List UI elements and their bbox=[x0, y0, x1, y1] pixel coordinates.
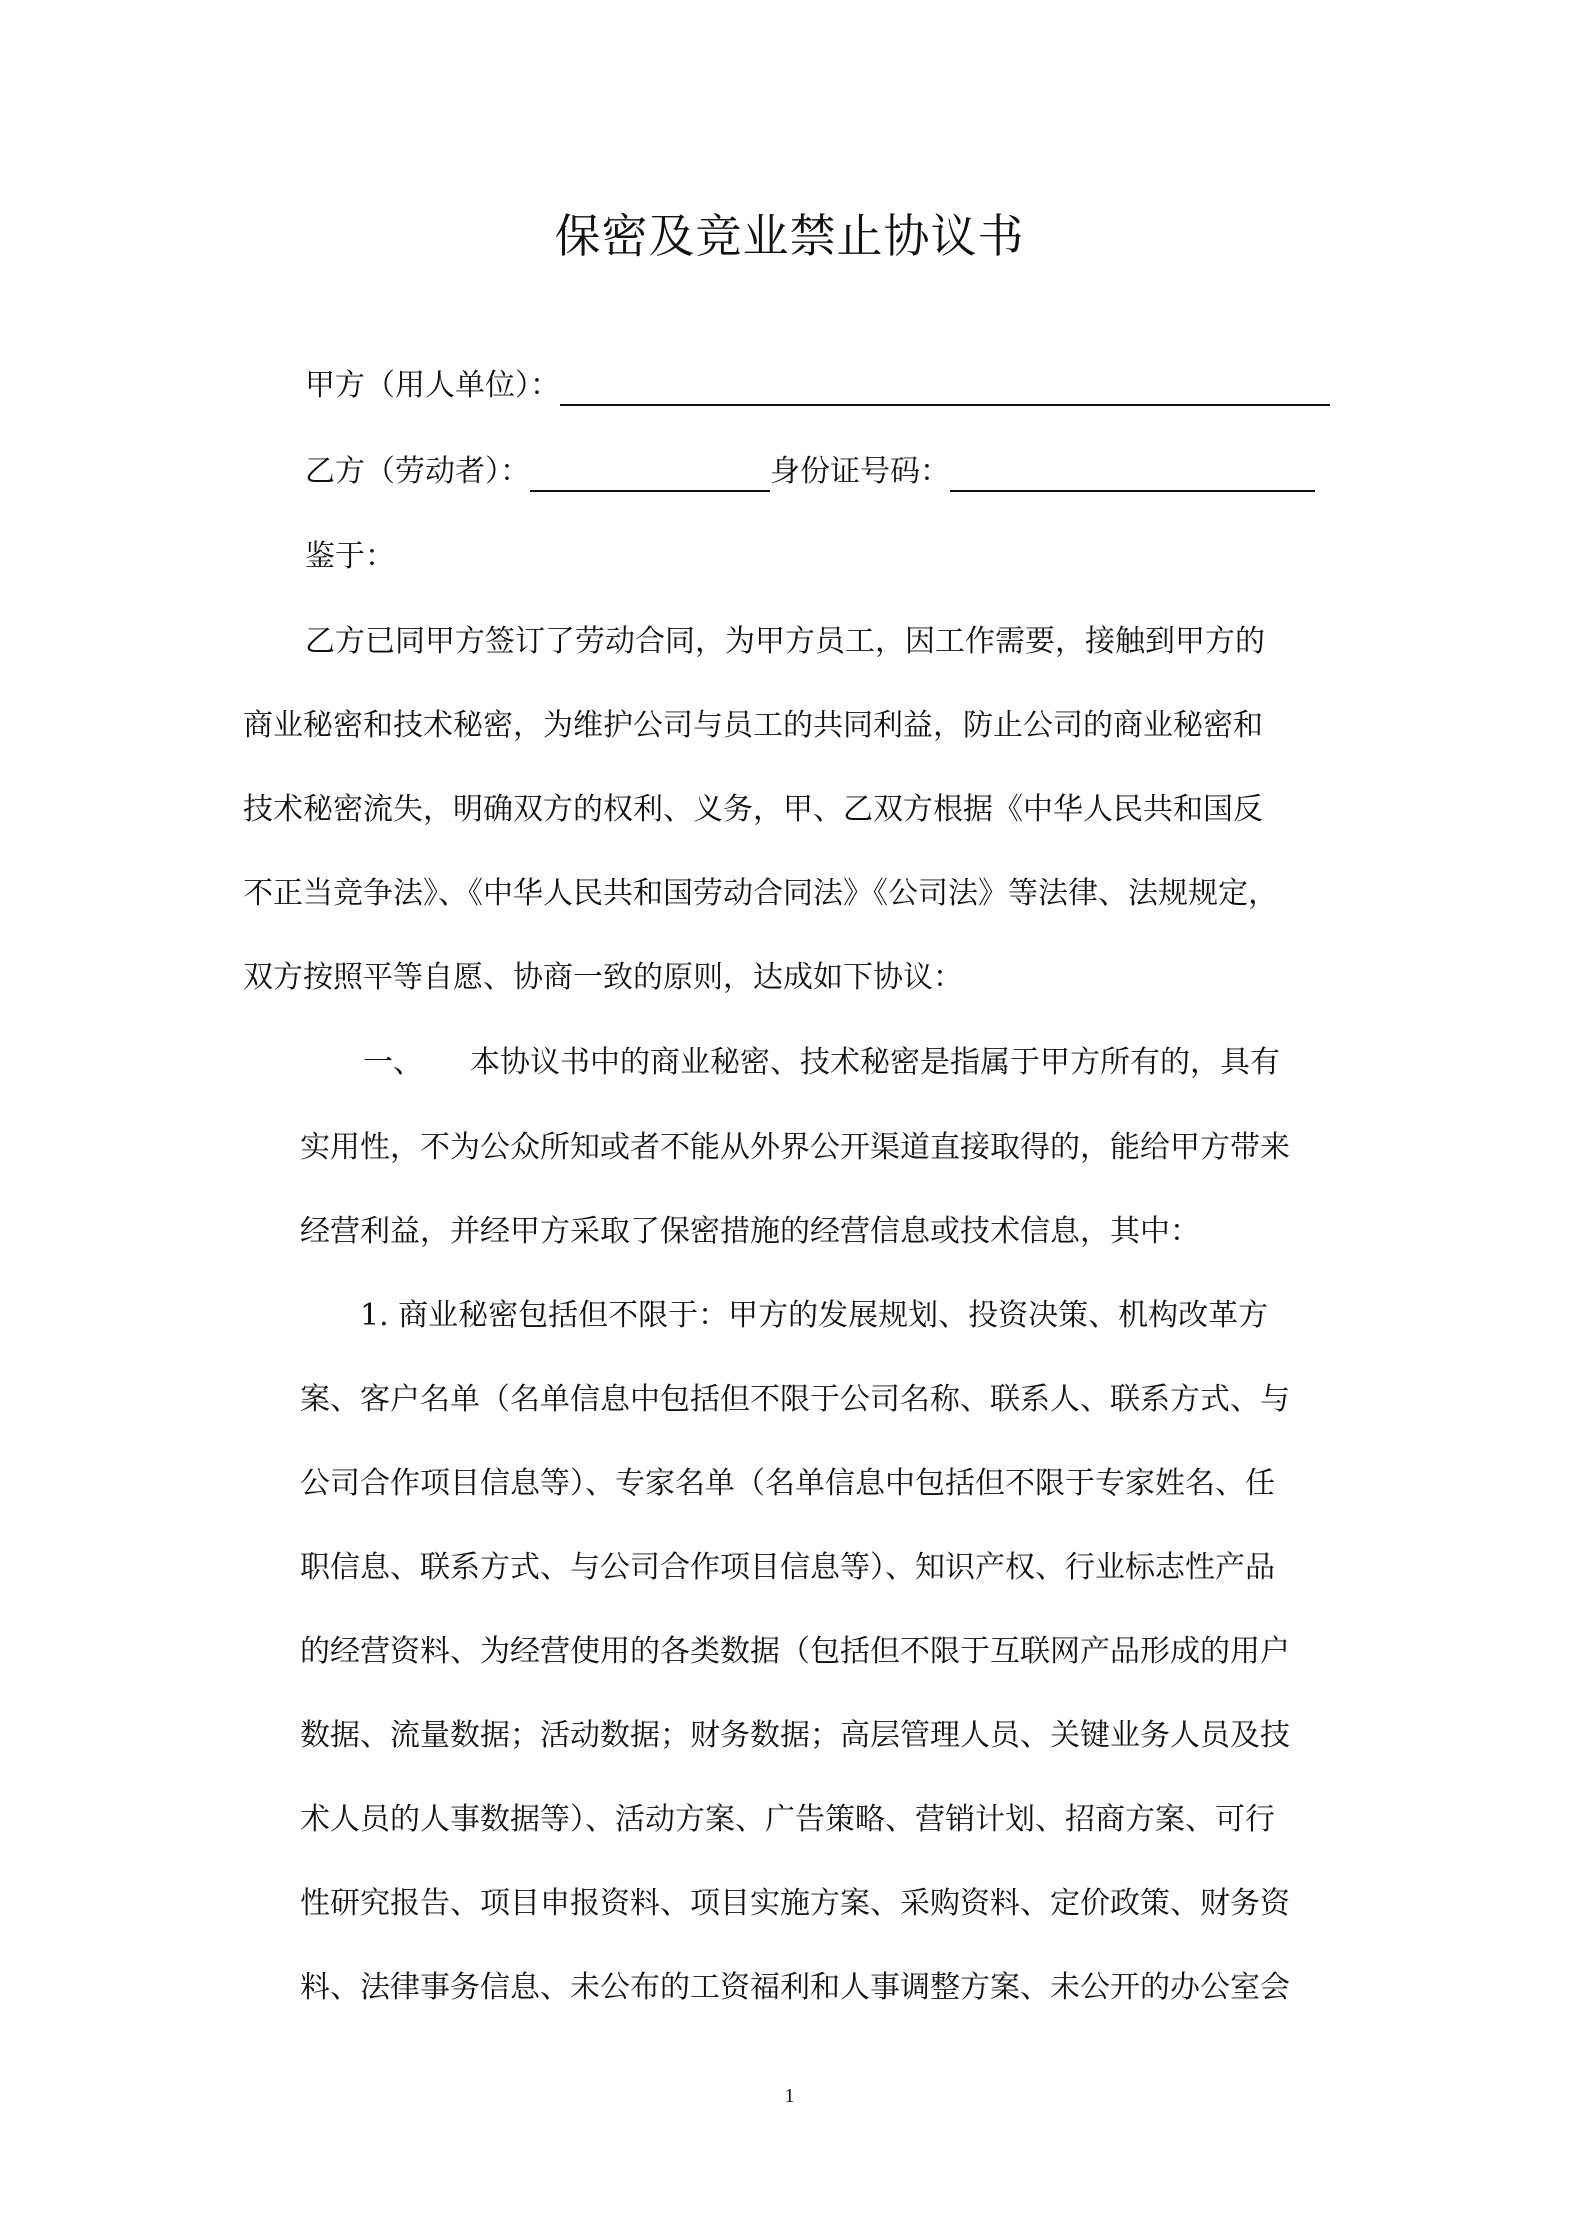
article-one-line: 实用性，不为公众所知或者不能从外界公开渠道直接取得的，能给甲方带来 bbox=[300, 1130, 1290, 1165]
item-one-line: 1. 商业秘密包括但不限于：甲方的发展规划、投资决策、机构改革方 bbox=[360, 1298, 1269, 1333]
id-number-label: 身份证号码： bbox=[770, 454, 950, 489]
item-one-line: 职信息、联系方式、与公司合作项目信息等）、知识产权、行业标志性产品 bbox=[300, 1550, 1275, 1585]
document-title: 保密及竞业禁止协议书 bbox=[554, 209, 1025, 263]
party-a-row bbox=[305, 366, 1330, 406]
item-one-line: 公司合作项目信息等）、专家名单（名单信息中包括但不限于专家姓名、任 bbox=[300, 1466, 1275, 1501]
preamble-line: 不正当竞争法》、《中华人民共和国劳动合同法》《公司法》等法律、法规规定， bbox=[243, 876, 1278, 911]
preamble-line: 商业秘密和技术秘密，为维护公司与员工的共同利益，防止公司的商业秘密和 bbox=[243, 708, 1263, 743]
party-a-label: 甲方（用人单位）： bbox=[305, 368, 560, 403]
party-b-row bbox=[305, 452, 1315, 492]
preamble-line: 乙方已同甲方签订了劳动合同，为甲方员工，因工作需要，接触到甲方的 bbox=[305, 624, 1265, 659]
party-b-label: 乙方（劳动者）： bbox=[305, 454, 530, 489]
item-one-line: 料、法律事务信息、未公布的工资福利和人事调整方案、未公开的办公室会 bbox=[300, 1970, 1290, 2005]
preamble-line: 技术秘密流失，明确双方的权利、义务，甲、乙双方根据《中华人民共和国反 bbox=[243, 792, 1263, 827]
page-number: 1 bbox=[784, 2085, 795, 2107]
article-one-line: 经营利益，并经甲方采取了保密措施的经营信息或技术信息，其中： bbox=[300, 1214, 1200, 1249]
item-one-line: 术人员的人事数据等）、活动方案、广告策略、营销计划、招商方案、可行 bbox=[300, 1802, 1275, 1837]
item-one-line: 数据、流量数据；活动数据；财务数据；高层管理人员、关键业务人员及技 bbox=[300, 1718, 1290, 1753]
item-one-line: 的经营资料、为经营使用的各类数据（包括但不限于互联网产品形成的用户 bbox=[300, 1634, 1290, 1669]
id-number-field[interactable] bbox=[950, 456, 1315, 492]
preamble-line: 双方按照平等自愿、协商一致的原则，达成如下协议： bbox=[243, 960, 963, 995]
party-b-field[interactable] bbox=[530, 456, 770, 492]
item-one-line: 案、客户名单（名单信息中包括但不限于公司名称、联系人、联系方式、与 bbox=[300, 1382, 1290, 1417]
item-one-line: 性研究报告、项目申报资料、项目实施方案、采购资料、定价政策、财务资 bbox=[300, 1886, 1290, 1921]
article-one-number: 一、 bbox=[363, 1045, 423, 1080]
whereas-label: 鉴于： bbox=[305, 539, 395, 574]
party-a-field[interactable] bbox=[560, 370, 1330, 406]
article-one-line: 本协议书中的商业秘密、技术秘密是指属于甲方所有的，具有 bbox=[470, 1045, 1280, 1080]
